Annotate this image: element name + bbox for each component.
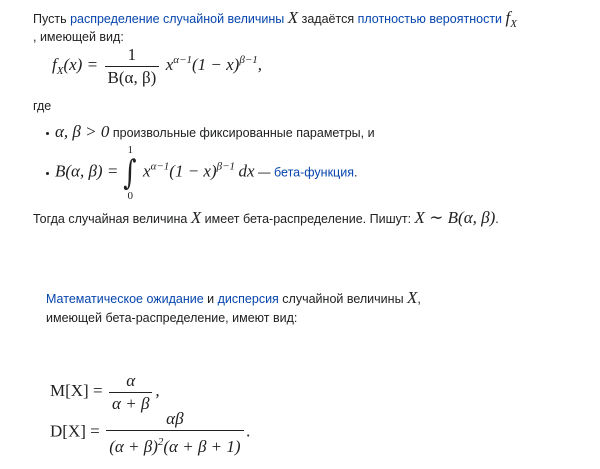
bullet-item-params [46,122,375,142]
moments-line: Математическое ожидание и дисперсия случайной величины X, [46,288,421,307]
density-link[interactable]: плотностью вероятности [357,12,503,26]
distribution-link[interactable]: распределение случайной величины [70,12,285,26]
moments-line-2: имеющей бета-распределение, имеют вид: [46,311,298,325]
expectation-link[interactable]: Математическое ожидание [46,292,204,306]
params-math: α, β > 0 [55,122,110,141]
integral-sign: 1 ∫ 0 [123,144,137,202]
bullet-item-beta-function: B(α, β) = 1 ∫ 0 xα−1(1 − x)β−1 dx — бета-функция. [46,144,357,202]
bullet-icon [46,172,49,175]
beta-notation: X ∼ B(α, β) [414,208,496,227]
density-fraction: $\frac{1}{B(\alpha, \beta)}$ [105,46,160,87]
params-text: произвольные фиксированные параметры, и [109,126,375,140]
f-symbol: f [505,8,511,27]
var-x: X [287,8,299,27]
density-formula: fX(x) = $\frac{1}{B(\alpha, \beta)}$ xα−1(1 − x)β−1, [52,45,262,87]
intro-text-3: задаётся [298,12,358,26]
variance-link[interactable]: дисперсия [217,292,279,306]
variance-formula: D[X] = $\frac{\alpha\beta}{(\alpha + \beta)^2(\alpha + \beta + 1)}$ . [50,409,251,456]
variance-fraction: $\frac{\alpha\beta}{(\alpha + \beta)^2(\alpha + \beta + 1)}$ [106,410,243,456]
conclusion-line: Тогда случайная величина X имеет бета-распределение. Пишут: X ∼ B(α, β). [33,208,499,227]
bullet-icon [46,132,49,135]
intro-text-1: Пусть [33,12,71,26]
intro-line-2: , имеющей вид: [33,30,124,44]
f-subscript: X [510,18,517,30]
beta-function-link[interactable]: бета-функция [274,165,354,180]
beta-lhs: B(α, β) = [55,161,119,181]
where-label: где [33,99,52,113]
mean-formula: M[X] = $\frac{\alpha}{\alpha + \beta}$ , [50,371,160,413]
intro-line [33,8,517,30]
mean-fraction: $\frac{\alpha}{\alpha + \beta}$ [109,372,152,413]
